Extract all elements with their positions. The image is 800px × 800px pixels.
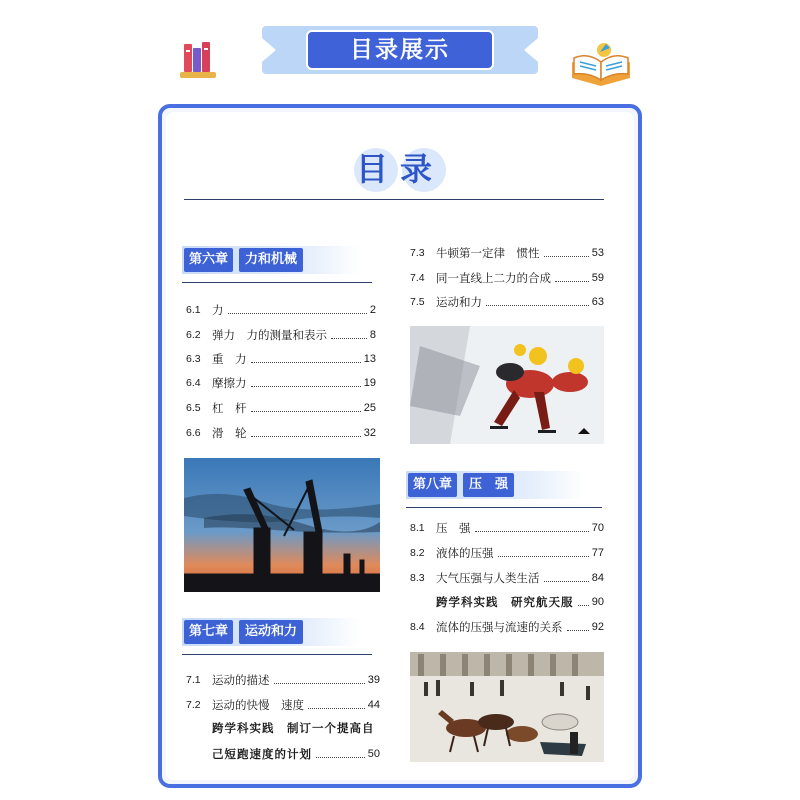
toc-entry-6-3[interactable] — [186, 349, 376, 367]
horses-and-carriages-painting — [410, 652, 604, 762]
entry-page: 92 — [591, 621, 604, 633]
entry-label: 运动的描述 — [212, 673, 270, 687]
toc-entry-6-6[interactable] — [186, 423, 376, 441]
chapter-heading-8[interactable] — [406, 471, 584, 499]
toc-heading: 目录 — [355, 150, 444, 188]
speed-skaters-photo — [410, 326, 604, 444]
leader-dots — [251, 386, 361, 387]
entry-page: 8 — [369, 329, 376, 341]
leader-dots — [486, 305, 589, 306]
heading-rule — [184, 199, 604, 200]
entry-label: 牛顿第一定律 惯性 — [436, 246, 540, 260]
toc-entry-7-practice-line2[interactable] — [212, 744, 380, 762]
leader-dots — [544, 256, 589, 257]
entry-page: 44 — [367, 699, 380, 711]
chapter-title: 力和机械 — [239, 248, 303, 272]
leader-dots — [475, 531, 589, 532]
leader-dots — [274, 683, 365, 684]
toc-entry-8-practice[interactable] — [436, 592, 604, 610]
leader-dots — [567, 630, 589, 631]
entry-number: 6.5 — [186, 402, 201, 414]
entry-page: 77 — [591, 547, 604, 559]
entry-label: 液体的压强 — [436, 546, 494, 560]
entry-page: 59 — [591, 272, 604, 284]
toc-entry-6-4[interactable] — [186, 373, 376, 391]
leader-dots — [251, 362, 361, 363]
entry-label: 同一直线上二力的合成 — [436, 271, 551, 285]
entry-number: 7.5 — [410, 296, 425, 308]
entry-number: 6.6 — [186, 427, 201, 439]
entry-label: 大气压强与人类生活 — [436, 571, 540, 585]
entry-label: 运动和力 — [436, 295, 482, 309]
entry-number: 8.4 — [410, 621, 425, 633]
chapter-title: 压 强 — [463, 473, 514, 497]
entry-page: 50 — [367, 748, 380, 760]
entry-label: 力 — [212, 303, 224, 317]
chapter-title: 运动和力 — [239, 620, 303, 644]
banner-notch-right — [524, 38, 538, 62]
entry-page: 53 — [591, 247, 604, 259]
entry-number: 8.3 — [410, 572, 425, 584]
chapter-rule — [182, 282, 372, 283]
entry-page: 84 — [591, 572, 604, 584]
leader-dots — [331, 338, 367, 339]
entry-page: 19 — [363, 377, 376, 389]
toc-entry-6-5[interactable] — [186, 398, 376, 416]
leader-dots — [251, 411, 361, 412]
entry-page: 2 — [369, 304, 376, 316]
entry-number: 6.2 — [186, 329, 201, 341]
leader-dots — [316, 757, 365, 758]
chapter-rule — [406, 507, 602, 508]
books-icon — [176, 38, 220, 82]
open-book-icon — [566, 40, 636, 86]
entry-page: 32 — [363, 427, 376, 439]
toc-entry-6-2[interactable] — [186, 325, 376, 343]
chapter-number: 第八章 — [408, 473, 457, 497]
leader-dots — [578, 605, 589, 606]
header-title: 目录展示 — [306, 30, 494, 70]
toc-entry-8-3[interactable] — [410, 568, 604, 586]
entry-label: 流体的压强与流速的关系 — [436, 620, 563, 634]
toc-entry-7-2[interactable] — [186, 695, 380, 713]
entry-label: 弹力 力的测量和表示 — [212, 328, 327, 342]
entry-label: 重 力 — [212, 352, 247, 366]
entry-label: 滑 轮 — [212, 426, 247, 440]
entry-number: 6.3 — [186, 353, 201, 365]
toc-entry-8-2[interactable] — [410, 543, 604, 561]
leader-dots — [308, 708, 365, 709]
toc-entry-7-practice-line1[interactable]: 跨学科实践 制订一个提高自 — [212, 721, 375, 735]
entry-number: 6.4 — [186, 377, 201, 389]
entry-label: 摩擦力 — [212, 376, 247, 390]
entry-number: 8.2 — [410, 547, 425, 559]
entry-number: 7.4 — [410, 272, 425, 284]
entry-label: 己短跑速度的计划 — [212, 747, 312, 761]
toc-entry-7-3[interactable] — [410, 243, 604, 261]
entry-page: 25 — [363, 402, 376, 414]
leader-dots — [544, 581, 589, 582]
leader-dots — [555, 281, 589, 282]
toc-entry-6-1[interactable] — [186, 300, 376, 318]
entry-number: 8.1 — [410, 522, 425, 534]
banner-notch-left — [262, 38, 276, 62]
chapter-rule — [182, 654, 372, 655]
entry-page: 13 — [363, 353, 376, 365]
entry-number: 7.3 — [410, 247, 425, 259]
entry-label: 杠 杆 — [212, 401, 247, 415]
leader-dots — [251, 436, 361, 437]
chapter-heading-6[interactable] — [182, 246, 360, 274]
leader-dots — [498, 556, 589, 557]
toc-entry-7-4[interactable] — [410, 268, 604, 286]
chapter-number: 第六章 — [184, 248, 233, 272]
chapter-number: 第七章 — [184, 620, 233, 644]
cranes-at-sunset-photo — [184, 458, 380, 592]
toc-entry-7-5[interactable] — [410, 292, 604, 310]
entry-number: 7.2 — [186, 699, 201, 711]
entry-page: 39 — [367, 674, 380, 686]
toc-entry-8-4[interactable] — [410, 617, 604, 635]
chapter-heading-7[interactable] — [182, 618, 360, 646]
entry-label: 跨学科实践 研究航天服 — [436, 595, 574, 609]
entry-number: 7.1 — [186, 674, 201, 686]
toc-entry-7-1[interactable] — [186, 670, 380, 688]
toc-entry-8-1[interactable] — [410, 518, 604, 536]
entry-page: 90 — [591, 596, 604, 608]
entry-page: 63 — [591, 296, 604, 308]
entry-label: 压 强 — [436, 521, 471, 535]
entry-page: 70 — [591, 522, 604, 534]
entry-label: 运动的快慢 速度 — [212, 698, 304, 712]
leader-dots — [228, 313, 367, 314]
entry-number: 6.1 — [186, 304, 201, 316]
